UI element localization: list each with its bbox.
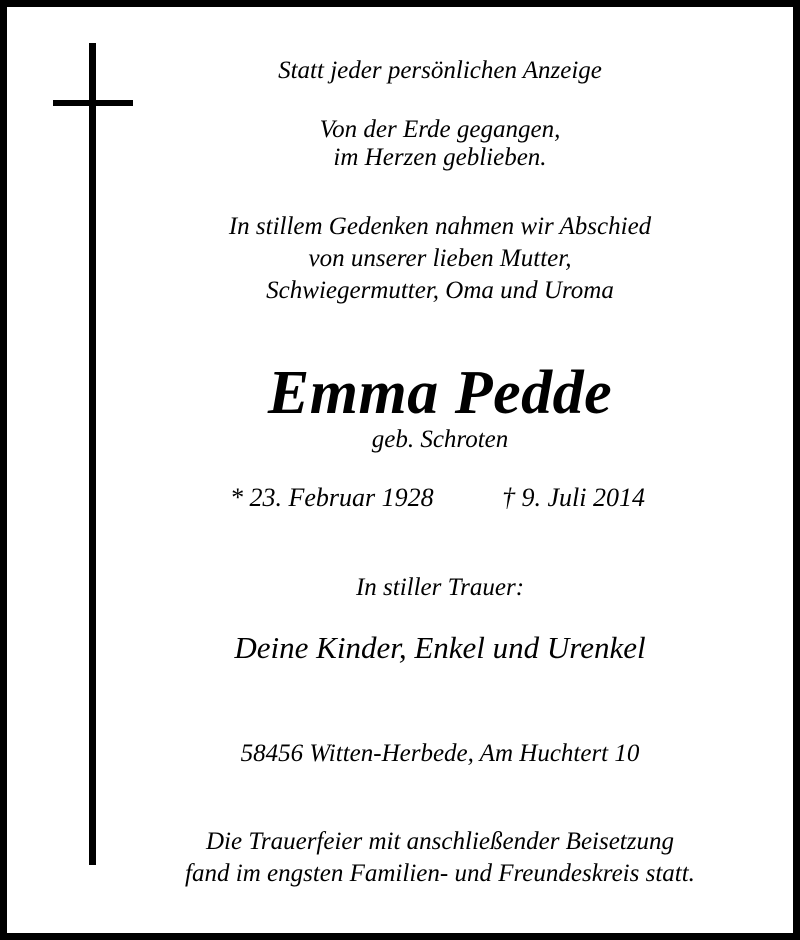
cross-icon-bar xyxy=(53,100,133,106)
ceremony-line-1: Die Trauerfeier mit anschließender Beisetzung xyxy=(206,828,674,855)
address: 58456 Witten-Herbede, Am Huchtert 10 xyxy=(240,740,640,767)
mourning-label: In stiller Trauer: xyxy=(355,574,525,601)
ceremony-line-2: fand im engsten Familien- und Freundeskreis statt. xyxy=(185,860,695,887)
intro-line: Statt jeder persönlichen Anzeige xyxy=(278,57,602,84)
verse-line-2: im Herzen geblieben. xyxy=(333,144,547,171)
birth-name: geb. Schroten xyxy=(371,426,509,453)
deceased-name: Emma Pedde xyxy=(267,359,613,427)
verse-line-1: Von der Erde gegangen, xyxy=(319,116,561,143)
farewell-line-2: von unserer lieben Mutter, xyxy=(308,245,572,272)
farewell-line-1: In stillem Gedenken nahmen wir Abschied xyxy=(228,213,652,240)
mourners: Deine Kinder, Enkel und Urenkel xyxy=(234,630,646,665)
farewell-line-3: Schwiegermutter, Oma und Uroma xyxy=(266,277,614,304)
birth-date: * 23. Februar 1928 xyxy=(230,483,434,512)
death-date: † 9. Juli 2014 xyxy=(502,483,645,512)
